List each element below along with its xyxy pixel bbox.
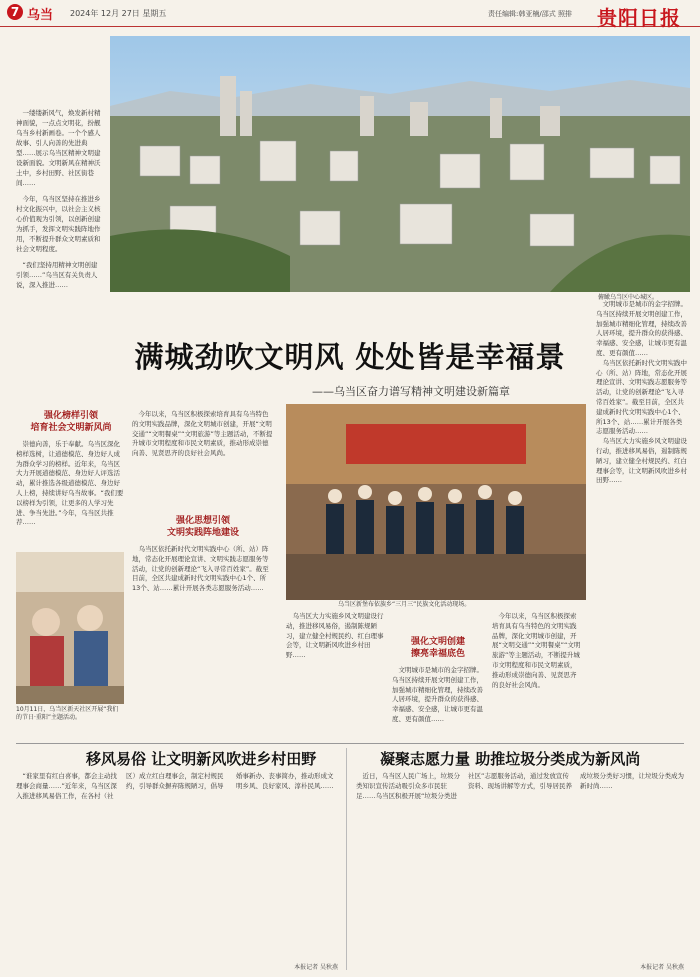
- city-aerial-photo: [110, 36, 690, 292]
- page-number: 7: [7, 4, 23, 20]
- elderly-activity-photo: [16, 552, 124, 704]
- section-subheading: 强化文明创建 擦亮幸福底色: [410, 637, 465, 659]
- article-paragraph: 文明城市是城市的金字招牌。乌当区持续开展文明创建工作，加强城市精细化管理，持续改善人居环境，提升群众的获得感、幸福感、安全感，让城市更有温度、更有颜值……: [596, 300, 687, 357]
- author-byline: 本报记者 吴秋燕: [640, 964, 684, 971]
- bottom-headline: 凝聚志愿力量 助推垃圾分类成为新风尚: [380, 750, 641, 768]
- article-paragraph: 乌当区依托新时代文明实践中心（所、站）阵地，常态化开展理论宣讲、文明实践志愿服务等活动，让党的创新理论“飞入寻常百姓家”。截至目前，全区共建成新时代文明实践中心1个、所13个、站……累计开展各类志愿服务活动……: [596, 358, 687, 436]
- article-column: [392, 666, 484, 736]
- section-title: 乌当: [27, 8, 54, 23]
- photo-caption: 俯瞰乌当区中心城区。: [598, 294, 659, 301]
- article-paragraph: 近日，乌当区人民广场上，垃圾分类知识宣传活动吸引众多市民驻足……乌当区积极开展“垃圾分类进社区”志愿服务活动，通过发放宣传资料、现场讲解等方式，引导居民养成垃圾分类好习惯，让垃圾分类成为新时尚……: [356, 772, 684, 800]
- author-byline: 本报记者 吴秋燕: [294, 964, 338, 971]
- intro-paragraph: 今年，乌当区坚持在推进乡村文化振兴中，以社会主义核心价值观为引领，以创新创建为抓手，发挥文明实践阵地作用，不断提升群众文明素质和社会文明程度。: [16, 195, 101, 253]
- section-subheading: 强化榜样引领 培育社会文明新风尚: [30, 411, 112, 433]
- issue-date: 2024年 12月 27日 星期五: [70, 9, 167, 18]
- main-headline: 满城劲吹文明风 处处皆是幸福景: [134, 340, 566, 374]
- article-paragraph: 乌当区大力实施乡风文明建设行动，推进移风易俗，遏制陈规陋习，建立健全村规民约、红白理事会等，让文明新风吹进乡村田野……: [286, 612, 384, 660]
- editor-credit: 责任编辑:韩亚楠/邵式 照排: [488, 10, 572, 18]
- section-subheading: 强化思想引领 文明实践阵地建设: [166, 516, 239, 538]
- column-divider: [346, 748, 347, 970]
- newspaper-logo: 贵阳日报: [597, 6, 681, 30]
- article-paragraph: 文明城市是城市的金字招牌。乌当区持续开展文明创建工作，加强城市精细化管理，持续改善人居环境，提升群众的获得感、幸福感、安全感，让城市更有温度、更有颜值……: [392, 666, 483, 723]
- bottom-article: [356, 772, 684, 958]
- photo-caption: 10月11日，乌当区新天社区开展“我们的节日·重阳”主题活动。: [16, 706, 119, 721]
- article-column: [286, 612, 384, 736]
- intro-text: [16, 108, 102, 328]
- section-divider: [16, 743, 684, 744]
- article-paragraph: 乌当区大力实施乡风文明建设行动，推进移风易俗，遏制陈规陋习，建立健全村规民约、红白理事会等，让文明新风吹进乡村田野……: [596, 437, 687, 485]
- article-paragraph: 乌当区依托新时代文明实践中心（所、站）阵地，常态化开展理论宣讲、文明实践志愿服务等活动，让党的创新理论“飞入寻常百姓家”。截至目前，全区共建成新时代文明实践中心1个、所13个、站……累计开展各类志愿服务活动……: [132, 545, 269, 593]
- article-column: [16, 440, 124, 548]
- bottom-headline: 移风易俗 让文明新风吹进乡村田野: [86, 750, 317, 768]
- intro-paragraph: “我们坚持用精神文明创建引领……”乌当区有关负责人说，深入推进……: [16, 261, 98, 289]
- article-paragraph: “谁家里有红白喜事，都会主动找理事会商量……”近年来，乌当区深入推进移风易俗工作，在各村（社区）成立红白理事会，制定村规民约，引导群众摒弃陈规陋习，倡导婚事新办、丧事简办，推动形成文明乡风、良好家风、淳朴民风……: [16, 772, 334, 800]
- intro-paragraph: 一缕缕新风气，焕发新村精神面貌，一点点文明花，扮靓乌当乡村新画卷。一个个感人故事、引人向善的先进典型……展示乌当区精神文明建设新面貌。文明新风在精神沃土中，乡村田野、社区街巷间……: [16, 109, 101, 187]
- article-column: [492, 612, 582, 736]
- article-column: [132, 410, 274, 510]
- bottom-article: [16, 772, 338, 958]
- photo-caption: 乌当区新堡布依族乡“三月三”民族文化活动现场。: [338, 601, 471, 608]
- article-column: [596, 300, 688, 736]
- sub-headline: ——乌当区奋力谱写精神文明建设新篇章: [312, 385, 510, 398]
- article-paragraph: 今年以来，乌当区积极探索培育具有乌当特色的文明实践品牌，深化文明城市创建，开展“文明交通”“文明餐桌”“文明旅游”等主题活动，不断提升城市文明程度和市民文明素质，推动形成崇德向善、见贤思齐的良好社会风尚。: [132, 410, 273, 458]
- article-paragraph: 今年以来，乌当区积极探索培育具有乌当特色的文明实践品牌，深化文明城市创建，开展“文明交通”“文明餐桌”“文明旅游”等主题活动，不断提升城市文明程度和市民文明素质，推动形成崇德向善、见贤思齐的良好社会风尚。: [492, 612, 581, 689]
- article-paragraph: 崇德向善，乐于奉献。乌当区深化榜样选树，让道德模范、身边好人成为群众学习的榜样。近年来，乌当区大力开展道德模范、身边好人评选活动，累计推选各级道德模范、身边好人上榜，持续讲好乌当故事。“我们要以榜样为引领，让更多的人学习先进、争当先进。”今年，乌当区共推荐……: [16, 440, 124, 527]
- article-column: [132, 545, 274, 735]
- festival-performance-photo: [286, 404, 586, 600]
